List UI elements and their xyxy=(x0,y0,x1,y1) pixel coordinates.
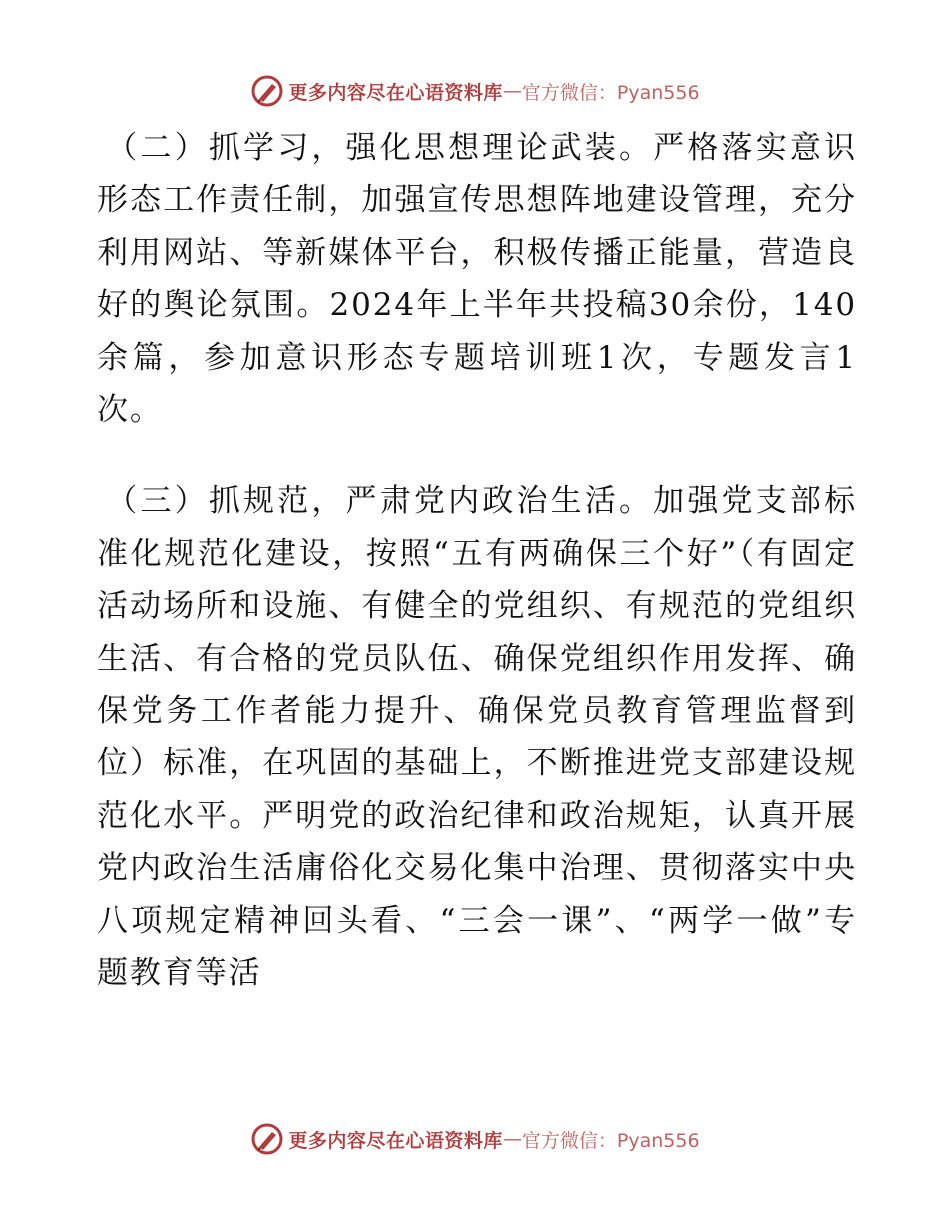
watermark-name: 更多内容尽在心语资料库 xyxy=(288,1129,503,1152)
watermark-account: 官方微信：Pyan556 xyxy=(521,81,700,104)
watermark-account: 官方微信：Pyan556 xyxy=(521,1129,700,1152)
watermark-header xyxy=(0,71,950,111)
watermark-footer xyxy=(0,1119,950,1159)
watermark-separator: — xyxy=(502,80,522,102)
pen-logo-icon xyxy=(250,1122,284,1156)
pen-logo-icon xyxy=(250,74,284,108)
document-body xyxy=(97,122,857,1000)
paragraph-study: （二）抓学习，强化思想理论武装。严格落实意识形态工作责任制，加强宣传思想阵地建设管理，充分利用网站、等新媒体平台，积极传播正能量，营造良好的舆论氛围。2024年上半年共投稿30余份，140余篇，参加意识形态专题培训班1次，专题发言1次。 xyxy=(97,130,858,429)
paragraph-standards: （三）抓规范，严肃党内政治生活。加强党支部标准化规范化建设，按照“五有两确保三个好”（有固定活动场所和设施、有健全的党组织、有规范的党组织生活、有合格的党员队伍、确保党组织作用发挥、确保党务工作者能力提升、确保党员教育管理监督到位）标准，在巩固的基础上，不断推进党支部建设规范化水平。严明党的政治纪律和政治规矩，认真开展党内政治生活庸俗化交易化集中治理、贯彻落实中央八项规定精神回头看、“三会一课”、“两学一做”专题教育等活 xyxy=(97,483,857,992)
watermark-name: 更多内容尽在心语资料库 xyxy=(288,81,503,104)
watermark-separator: — xyxy=(502,1128,522,1150)
